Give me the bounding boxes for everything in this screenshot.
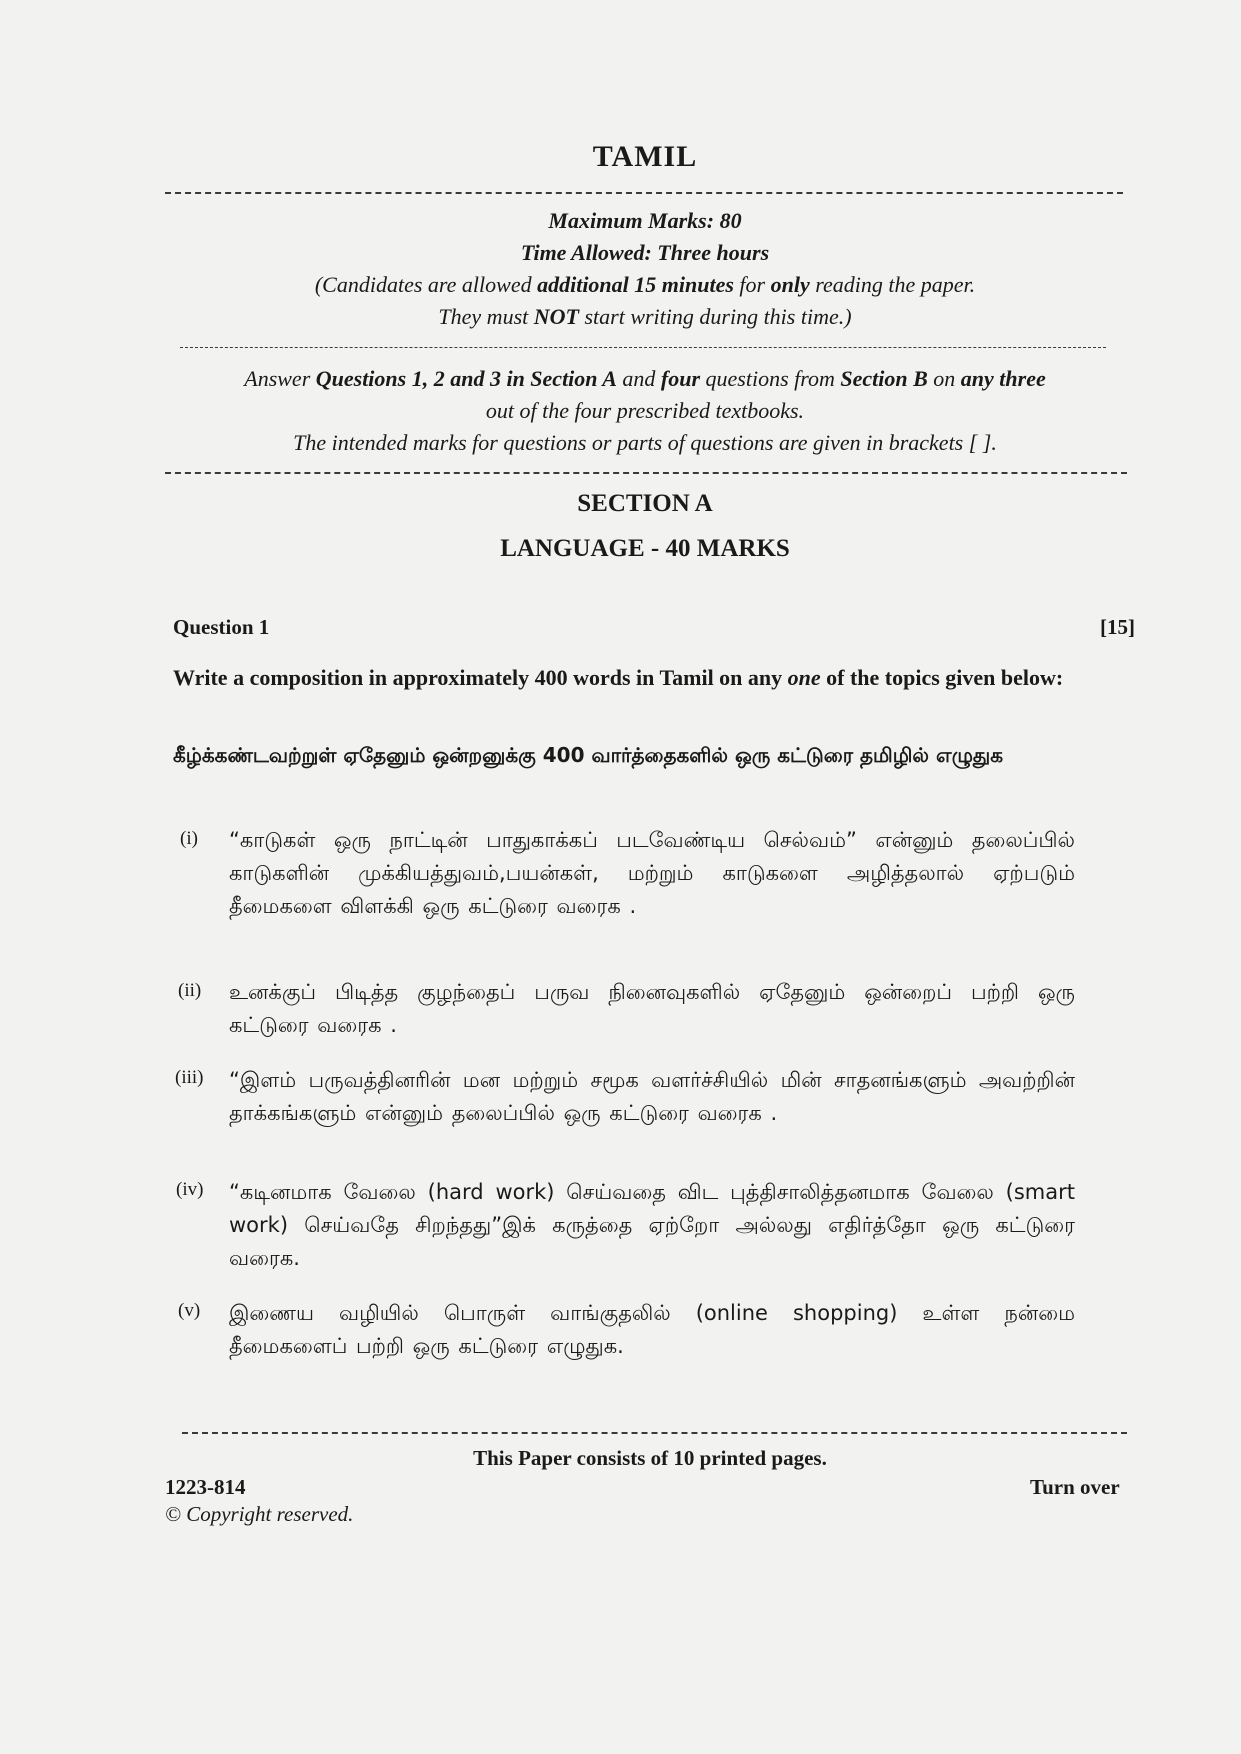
section-subtitle: LANGUAGE - 40 MARKS (500, 535, 790, 562)
option-number: (iii) (175, 1067, 204, 1088)
option-text: “இளம் பருவத்தினரின் மன மற்றும் சமூக வளர்ச்சியில் மின் சாதனங்களும் அவற்றின் தாக்கங்களும் என்னும் தலைப்பில் ஒரு கட்டுரை வரைக . (229, 1068, 1075, 1125)
max-marks: Maximum Marks: 80 (548, 208, 742, 233)
reading-note-line2: They must NOT start writing during this time.) (438, 304, 852, 329)
subject-title: TAMIL (592, 140, 698, 173)
copyright: © Copyright reserved. (165, 1502, 354, 1526)
divider-footer (182, 1432, 1127, 1434)
divider-bottom-header (165, 472, 1127, 474)
option-text: இணைய வழியில் பொருள் வாங்குதலில் (online shopping) உள்ள நன்மை தீமைகளைப் பற்றி ஒரு கட்டுரை எழுதுக. (229, 1301, 1075, 1358)
divider-mid (180, 347, 1106, 348)
time-allowed: Time Allowed: Three hours (520, 240, 770, 265)
option-text: உனக்குப் பிடித்த குழந்தைப் பருவ நினைவுகளில் ஏதேனும் ஒன்றைப் பற்றி ஒரு கட்டுரை வரைக . (229, 980, 1075, 1037)
question-marks: [15] (1100, 615, 1135, 639)
option-number: (iv) (176, 1179, 204, 1200)
option-number: (v) (178, 1300, 201, 1321)
section-title: SECTION A (577, 490, 713, 517)
option-number: (ii) (178, 980, 202, 1001)
paper-code: 1223-814 (165, 1475, 246, 1499)
pages-note: This Paper consists of 10 printed pages. (473, 1446, 827, 1470)
tamil-instruction: கீழ்க்கண்டவற்றுள் ஏதேனும் ஒன்றனுக்கு 400 வார்த்தைகளில் ஒரு கட்டுரை தமிழில் எழுதுக (173, 743, 1004, 767)
turn-over: Turn over (1030, 1475, 1120, 1499)
instruction-line3: The intended marks for questions or parts of questions are given in brackets [ ]. (293, 430, 997, 455)
reading-note-line1: (Candidates are allowed additional 15 minutes for only reading the paper. (314, 272, 976, 297)
option-text: “கடினமாக வேலை (hard work) செய்வதை விட புத்திசாலித்தனமாக வேலை (smart work) செய்வதே சிறந்தது”இக் கருத்தை ஏற்றோ அல்லது எதிர்த்தோ ஒரு கட்டுரை வரைக. (229, 1180, 1075, 1270)
instruction-line2: out of the four prescribed textbooks. (485, 398, 805, 423)
divider-top (165, 192, 1123, 194)
option-text: “காடுகள் ஒரு நாட்டின் பாதுகாக்கப் படவேண்டிய செல்வம்” என்னும் தலைப்பில் காடுகளின் முக்கியத்துவம்,பயன்கள், மற்றும் காடுகளை அழித்தலால் ஏற்படும் தீமைகளை விளக்கி ஒரு கட்டுரை வரைக . (229, 828, 1075, 918)
question-instruction: Write a composition in approximately 400 words in Tamil on any one of the topics given below: (173, 665, 1064, 690)
question-label: Question 1 (173, 615, 270, 639)
instruction-line1: Answer Questions 1, 2 and 3 in Section A and four questions from Section B on any three (244, 366, 1046, 391)
option-number: (i) (180, 828, 198, 849)
